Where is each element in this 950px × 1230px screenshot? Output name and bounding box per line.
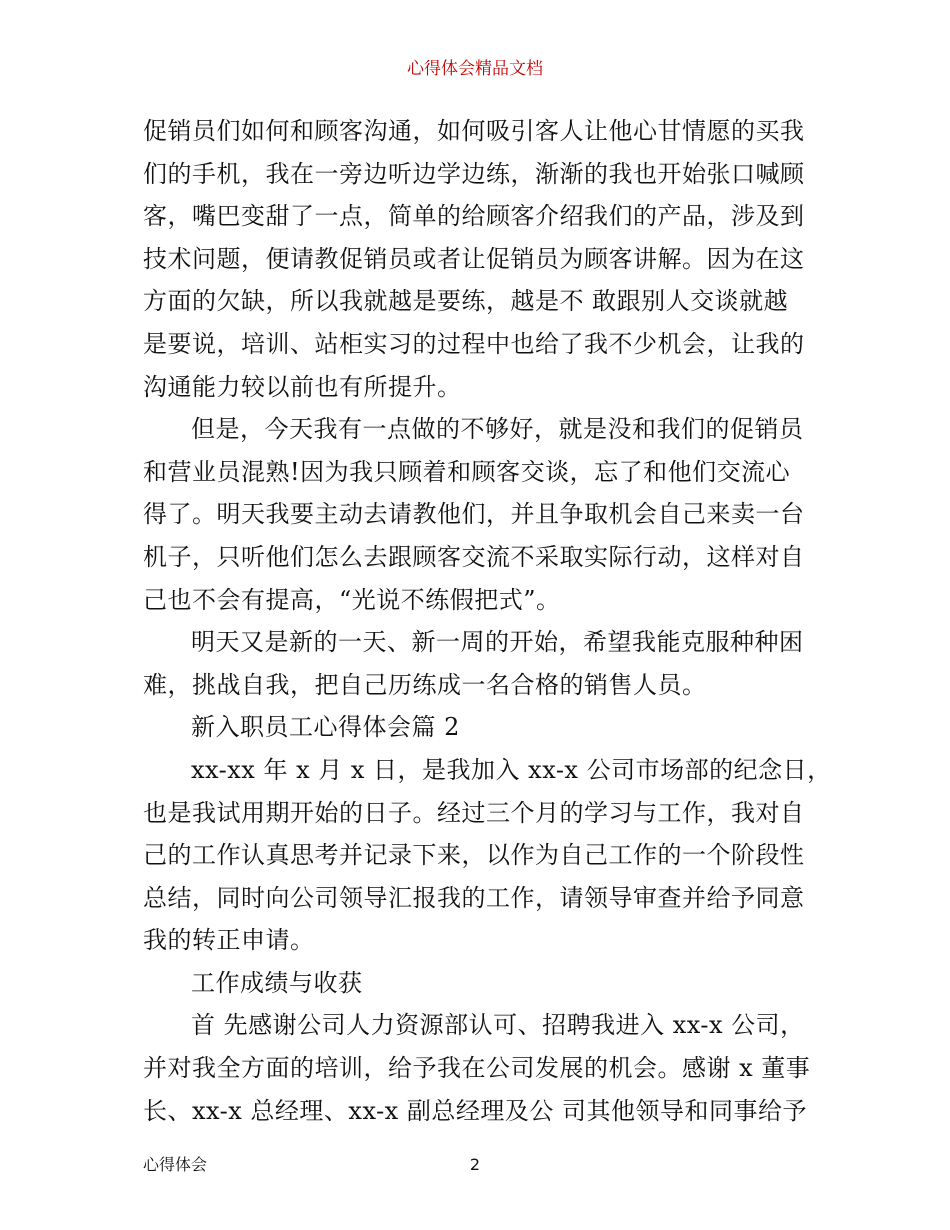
text-line: 客，嘴巴变甜了一点，简单的给顾客介绍我们的产品，涉及到 xyxy=(143,202,805,231)
section-heading: 新入职员工心得体会篇 2 xyxy=(191,713,460,742)
text-line: 是要说，培训、站柜实习的过程中也给了我不少机会，让我的 xyxy=(143,329,805,358)
text-line: 促销员们如何和顾客沟通，如何吸引客人让他心甘情愿的买我 xyxy=(143,117,805,145)
section-heading: 工作成绩与收获 xyxy=(191,968,363,997)
page-header-title: 心得体会精品文档 xyxy=(407,59,543,79)
document-body xyxy=(143,110,832,1132)
text-line: 总结，同时向公司领导汇报我的工作，请领导审查并给予同意 xyxy=(143,883,805,912)
text-line: 明天又是新的一天、新一周的开始，希望我能克服种种困 xyxy=(191,628,804,657)
text-line: 沟通能力较以前也有所提升。 xyxy=(143,372,462,401)
text-line: 们的手机，我在一旁边听边学边练，渐渐的我也开始张口喊顾 xyxy=(143,159,805,188)
text-line: 首 先感谢公司人力资源部认可、招聘我进入 xx-x 公司， xyxy=(191,1011,805,1040)
text-line: 也是我试用期开始的日子。经过三个月的学习与工作，我对自 xyxy=(143,798,805,827)
text-line: 我的转正申请。 xyxy=(143,926,315,955)
text-line: xx-xx 年 x 月 x 日，是我加入 xx-x 公司市场部的纪念日， xyxy=(191,755,832,784)
text-line: 机子，只听他们怎么去跟顾客交流不采取实际行动，这样对自 xyxy=(143,542,805,571)
text-line: 己也不会有提高，“光说不练假把式”。 xyxy=(143,585,561,614)
text-line: 难，挑战自我，把自己历练成一名合格的销售人员。 xyxy=(143,670,707,699)
text-line: 长、xx-x 总经理、xx-x 副总经理及公 司其他领导和同事给予 xyxy=(143,1096,807,1125)
text-line: 得了。明天我要主动去请教他们，并且争取机会自己来卖一台 xyxy=(143,500,805,529)
text-line: 并对我全方面的培训，给予我在公司发展的机会。感谢 x 董事 xyxy=(143,1054,811,1083)
footer-label: 心得体会 xyxy=(143,1155,208,1174)
page-number: 2 xyxy=(469,1155,481,1174)
text-line: 技术问题，便请教促销员或者让促销员为顾客讲解。因为在这 xyxy=(143,244,805,273)
text-line: 己的工作认真思考并记录下来，以作为自己工作的一个阶段性 xyxy=(143,841,805,870)
text-line: 方面的欠缺，所以我就越是要练，越是不 敢跟别人交谈就越 xyxy=(143,287,789,316)
text-line: 但是，今天我有一点做的不够好，就是没和我们的促销员 xyxy=(191,415,804,444)
text-line: 和营业员混熟!因为我只顾着和顾客交谈，忘了和他们交流心 xyxy=(143,457,791,486)
